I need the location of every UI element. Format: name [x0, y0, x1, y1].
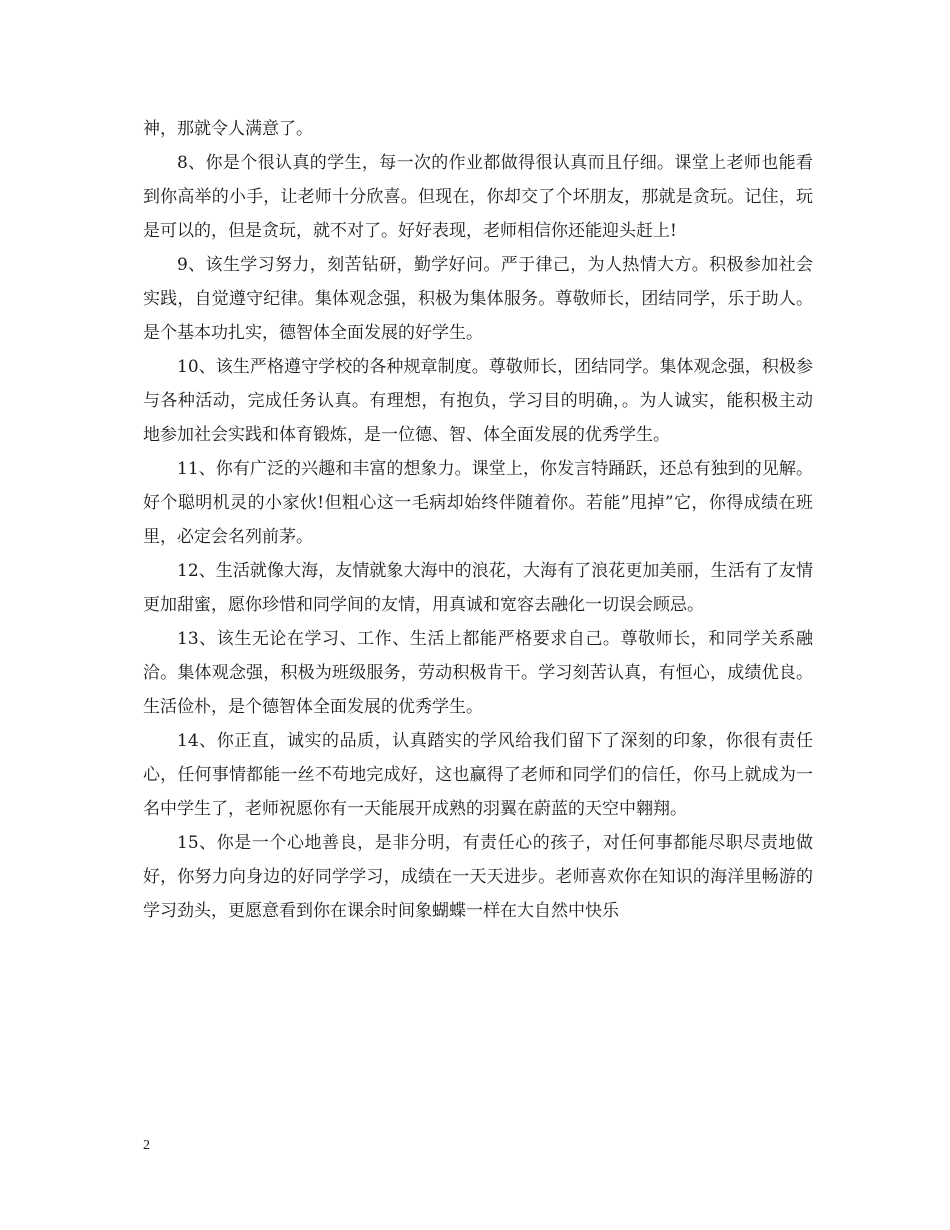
paragraph-comment-12: 12、生活就像大海，友情就象大海中的浪花，大海有了浪花更加美丽，生活有了友情更加甜蜜，愿你珍惜和同学间的友情，用真诚和宽容去融化一切误会顾忌。	[143, 561, 813, 615]
paragraph-comment-11: 11、你有广泛的兴趣和丰富的想象力。课堂上，你发言特踊跃，还总有独到的见解。好个聪明机灵的小家伙!但粗心这一毛病却始终伴随着你。若能”甩掉”它，你得成绩在班里，必定会名列前茅。	[143, 459, 813, 547]
paragraph-comment-13: 13、该生无论在学习、工作、生活上都能严格要求自己。尊敬师长，和同学关系融洽。集体观念强，积极为班级服务，劳动积极肯干。学习刻苦认真，有恒心，成绩优良。生活俭朴，是个德智体全面发展的优秀学生。	[143, 629, 813, 717]
paragraph-comment-8: 8、你是个很认真的学生，每一次的作业都做得很认真而且仔细。课堂上老师也能看到你高举的小手，让老师十分欣喜。但现在，你却交了个坏朋友，那就是贪玩。记住，玩是可以的，但是贪玩，就不对了。好好表现，老师相信你还能迎头赶上!	[143, 153, 813, 241]
paragraph-comment-15: 15、你是一个心地善良，是非分明，有责任心的孩子，对任何事都能尽职尽责地做好，你努力向身边的好同学学习，成绩在一天天进步。老师喜欢你在知识的海洋里畅游的学习劲头，更愿意看到你在课余时间象蝴蝶一样在大自然中快乐	[143, 833, 813, 921]
page-number: 2	[143, 1138, 150, 1153]
paragraph-comment-9: 9、该生学习努力，刻苦钻研，勤学好问。严于律己，为人热情大方。积极参加社会实践，自觉遵守纪律。集体观念强，积极为集体服务。尊敬师长，团结同学，乐于助人。是个基本功扎实，德智体全面发展的好学生。	[143, 255, 813, 343]
paragraph-comment-10: 10、该生严格遵守学校的各种规章制度。尊敬师长，团结同学。集体观念强，积极参与各种活动，完成任务认真。有理想，有抱负，学习目的明确，。为人诚实，能积极主动地参加社会实践和体育锻炼，是一位德、智、体全面发展的优秀学生。	[143, 357, 813, 445]
paragraph-continuation: 神，那就令人满意了。	[143, 119, 313, 139]
document-body	[143, 112, 813, 928]
paragraph-comment-14: 14、你正直，诚实的品质，认真踏实的学风给我们留下了深刻的印象，你很有责任心，任何事情都能一丝不苟地完成好，这也赢得了老师和同学们的信任，你马上就成为一名中学生了，老师祝愿你有一天能展开成熟的羽翼在蔚蓝的天空中翱翔。	[143, 731, 813, 819]
